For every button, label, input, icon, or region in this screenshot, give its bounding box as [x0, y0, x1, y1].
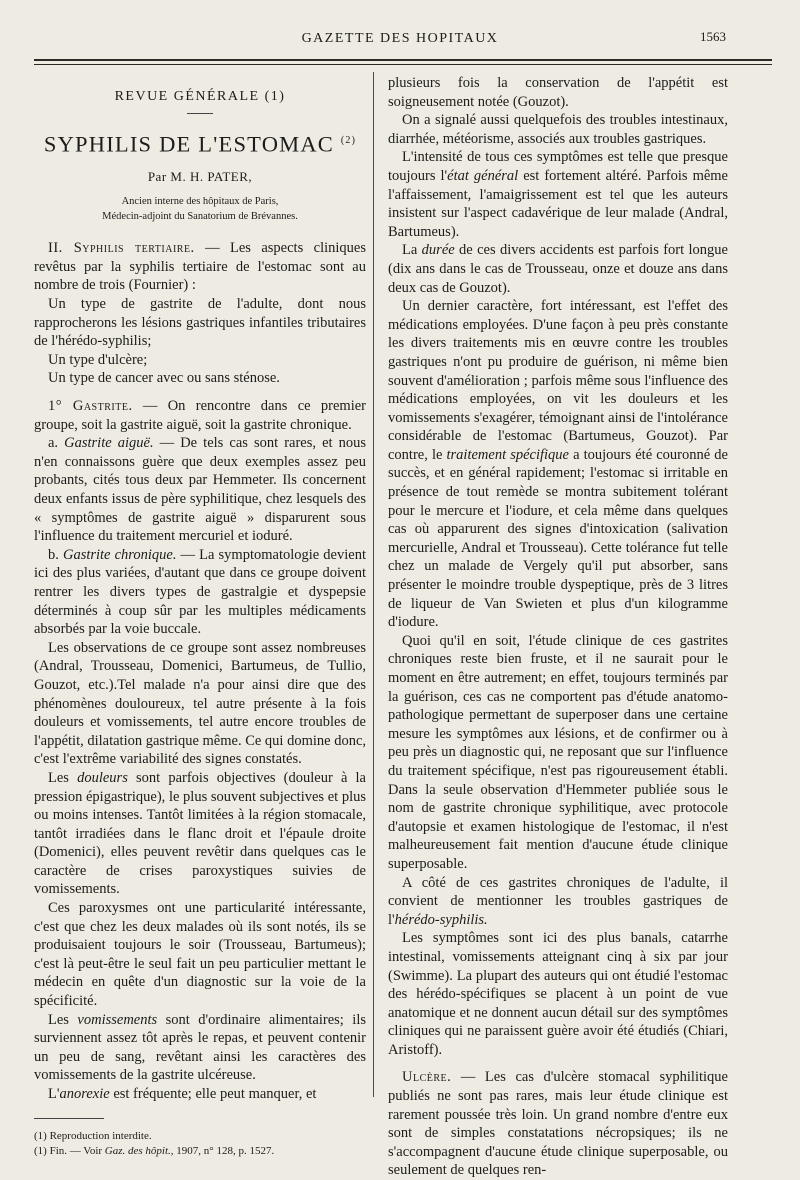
- footnote-text: , 1907, n° 128, p. 1527.: [170, 1144, 275, 1157]
- paragraph-text: A côté de ces gastrites chroniques de l'adulte, il convient de mentionner les troubles gastriques de l': [388, 874, 728, 928]
- paragraph-text: sont d'ordinaire alimentaires; ils surviennent assez tôt après le repas, et peuvent contenir un peu de sang, revêtant ainsi les caractères des vomissements de la gastrite ulcéreuse.: [34, 1011, 366, 1084]
- spacer: [388, 1059, 728, 1068]
- paragraph-text: a toujours été couronné de succès, et en général rapidement; l'estomac si irritable en présence de tout remède se montra subitement tolérant pour le mercure et l'iodure, et cela même dans quelques cas où apparurent des signes d'intoxication (salivation mercurielle, Andral et Trousseau). Cette tolérance fut telle chez un malade de Vergely qu'il put absorber, sans présenter le moindre trouble dyspeptique, près de 3 litres de liqueur de Van Swieten et plus d'un kilogramme d'iodure.: [388, 446, 728, 631]
- subheading-prefix: a.: [48, 435, 65, 452]
- article-title: [34, 131, 366, 157]
- emphasis: durée: [421, 242, 455, 259]
- footnote-text: (1) Fin. — Voir: [34, 1144, 105, 1157]
- running-head: GAZETTE DES HOPITAUX: [301, 31, 499, 46]
- affiliation-line: Ancien interne des hôpitaux de Paris,: [121, 196, 279, 208]
- paragraph: Les symptômes sont ici des plus banals, catarrhe intestinal, vomissements atteignant cinq à six par jour (Swimme). La plupart des auteurs qui ont étudié l'estomac des hérédo-spécifiques se placent à un point de vue anatomique et ne donnent aucun détail sur des symptômes cliniques qui ne paraissent guère avoir été étudiés (Chiari, Aristoff).: [388, 930, 728, 1058]
- header-rule: [34, 59, 772, 61]
- paragraph: Un type d'ulcère;: [48, 351, 148, 368]
- rubric-rule: [187, 113, 213, 114]
- footnote-citation: Gaz. des hôpit.: [104, 1144, 171, 1157]
- paragraph-text: La: [402, 242, 422, 259]
- spacer: [34, 388, 366, 397]
- subheading-prefix: b.: [48, 546, 63, 563]
- paragraph: plusieurs fois la conservation de l'appétit est soigneusement notée (Gouzot).: [388, 75, 728, 110]
- paragraph-text: Les: [48, 1011, 78, 1028]
- paragraph-text: — De tels cas sont rares, et nous n'en connaissons guère que deux exemples assez peu probants, cités tous deux par Hemmeter. Ils concernent deux enfants issus de père syphilitique, chez lesquels des « symptômes de gastrite aiguë » disparurent sous l'influence du traitement mercuriel et ioduré.: [34, 435, 366, 545]
- paragraph-text: est fortement altéré. Parfois même l'affaissement, l'amaigrissement est tel que les auteurs insistent sur l'aspect cadavérique de leur malade (Andral, Bartumeus).: [388, 167, 728, 240]
- paragraph-text: L': [48, 1086, 60, 1102]
- paragraph: Un type de cancer avec ou sans sténose.: [48, 370, 280, 387]
- emphasis: hérédo-syphilis.: [394, 911, 488, 928]
- subheading: Gastrite chronique.: [62, 546, 177, 563]
- title-note: (2): [340, 134, 357, 146]
- section-heading: 1° Gastrite.: [48, 398, 133, 415]
- page-number: 1563: [700, 29, 726, 44]
- paragraph-text: de ces divers accidents est parfois fort longue (dix ans dans le cas de Trousseau, onze et douze ans dans deux cas de Gouzot).: [388, 242, 728, 296]
- paragraph: [388, 148, 728, 241]
- footnote: (1) Reproduction interdite.: [34, 1129, 152, 1142]
- footnote-rule: [34, 1118, 104, 1119]
- paragraph: [388, 874, 728, 930]
- affiliation-line: Médecin-adjoint du Sanatorium de Brévannes.: [102, 211, 298, 223]
- section-heading: II. Syphilis tertiaire.: [48, 240, 195, 257]
- paragraph-text: sont parfois objectives (douleur à la pression épigastrique), le plus souvent subjectives et plus ou moins intenses. Tantôt limitées à la région stomacale, tantôt irradiées dans le flanc droit et l'épaule droite (Domenici), elles peuvent revêtir dans quelques cas le caractère de crises paroxystiques suivies de vomissements.: [34, 769, 366, 898]
- subheading: Gastrite aiguë.: [64, 435, 154, 452]
- paragraph: [34, 1085, 366, 1104]
- emphasis: vomissements: [77, 1011, 158, 1028]
- paragraph: Ces paroxysmes ont une particularité intéressante, c'est que chez les deux malades où ils sont notés, ils se produisaient toujours le soir (Trousseau, Bartumeus); c'est là peut-être le seul fait un peu particulier mettant le médecin en quête d'un diagnostic sur la voie de la spécificité.: [34, 900, 366, 1010]
- paragraph: [388, 241, 728, 297]
- paragraph: [34, 546, 366, 639]
- paragraph-text: — Les aspects cliniques revêtus par la syphilis tertiaire de l'estomac sont au nombre de trois (Fournier) :: [34, 240, 366, 294]
- paragraph: [34, 434, 366, 546]
- paragraph-text: — Les cas d'ulcère stomacal syphilitique publiés ne sont pas rares, mais leur étude clinique est rarement poussée très loin. Un grand nombre d'entre eux sont de simples constatations nécropsiques; ils ne s'accompagnent d'aucune étude clinique superposable, ou seulement de quelques ren-: [388, 1069, 728, 1179]
- section-heading: Ulcère.: [402, 1069, 452, 1086]
- paragraph: [34, 239, 366, 295]
- paragraph: Quoi qu'il en soit, l'étude clinique de ces gastrites chroniques reste bien fruste, et il ne saurait pour le moment en être autrement; en effet, toujours terminés par la guérison, ces cas ne comportent pas d'étude anatomo-pathologique permettant de superposer dans une certaine mesure les symptômes aux lésions, et de confirmer ou à peu près un diagnostic qui, ne reposant que sur l'influence du traitement spécifique, n'est pas rigoureusement établi. Dans la seule observation d'Hemmeter publiée sous le nom de gastrite chronique syphilitique, avec protocole d'autopsie et examen histologique de l'estomac, il n'est malheureusement fait mention d'aucune étude clinique superposable.: [388, 632, 728, 872]
- section-rubric: REVUE GÉNÉRALE (1): [114, 89, 286, 104]
- article-author: Par M. H. PATER,: [147, 168, 253, 184]
- paragraph-text: est fréquente; elle peut manquer, et: [109, 1086, 317, 1102]
- emphasis: douleurs: [77, 769, 128, 786]
- left-column: [34, 88, 366, 1159]
- paragraph-text: — La symptomatologie devient ici des plus variées, d'autant que dans ce groupe doivent rentrer les divers types de gastralgie et dyspepsie déterminés à coup sûr par les multiples médicaments absorbés par la voie buccale.: [34, 546, 366, 638]
- paragraph-text: L'intensité de tous ces symptômes est telle que presque toujours l': [388, 149, 728, 184]
- footnote: [34, 1144, 366, 1159]
- paragraph: On a signalé aussi quelquefois des troubles intestinaux, diarrhée, météorisme, associés aux troubles gastriques.: [388, 112, 728, 147]
- right-column: [388, 74, 728, 1180]
- paragraph-text: Les: [48, 769, 78, 786]
- emphasis: traitement spécifique: [446, 446, 569, 463]
- paragraph: Les observations de ce groupe sont assez nombreuses (Andral, Trousseau, Domenici, Bartumeus, de Tullio, Gouzot, etc.).Tel malade n'a pour ainsi dire que des phénomènes douloureux, tel autre présente à la fois douleurs et vomissements, tel autre encore troubles de l'appétit, dilatation gastrique même. Ce qui domine donc, c'est l'extrême variabilité des signes constatés.: [34, 639, 367, 768]
- paragraph: [388, 1068, 728, 1180]
- paragraph: [34, 397, 366, 434]
- column-divider: [373, 72, 374, 1097]
- author-affiliation: [34, 194, 366, 224]
- emphasis: anorexie: [59, 1086, 110, 1102]
- paragraph: [34, 1011, 366, 1085]
- article-title-text: SYPHILIS DE L'ESTOMAC: [43, 131, 335, 157]
- paragraph: [388, 297, 728, 632]
- paragraph: [34, 769, 366, 899]
- paragraph: Un type de gastrite de l'adulte, dont nous rapprocherons les lésions gastriques infantiles tributaires de l'hérédo-syphilis;: [34, 296, 366, 350]
- paragraph-text: Un dernier caractère, fort intéressant, est l'effet des médications employées. D'une façon à peu près constante les divers traitements mis en œuvre contre les troubles gastriques n'ont pu produire de guérison, ni même bien souvent d'amélioration ; parfois même sous l'influence des médications employées, on vit les douleurs et les vomissements s'exagérer, témoignant ainsi de l'intolérance considérable de l'estomac (Bartumeus, Gouzot). Par contre, le: [388, 298, 728, 463]
- paragraph-text: — On rencontre dans ce premier groupe, soit la gastrite aiguë, soit la gastrite chronique.: [34, 398, 366, 433]
- header-rule-thin: [34, 64, 772, 65]
- emphasis: état général: [447, 167, 519, 184]
